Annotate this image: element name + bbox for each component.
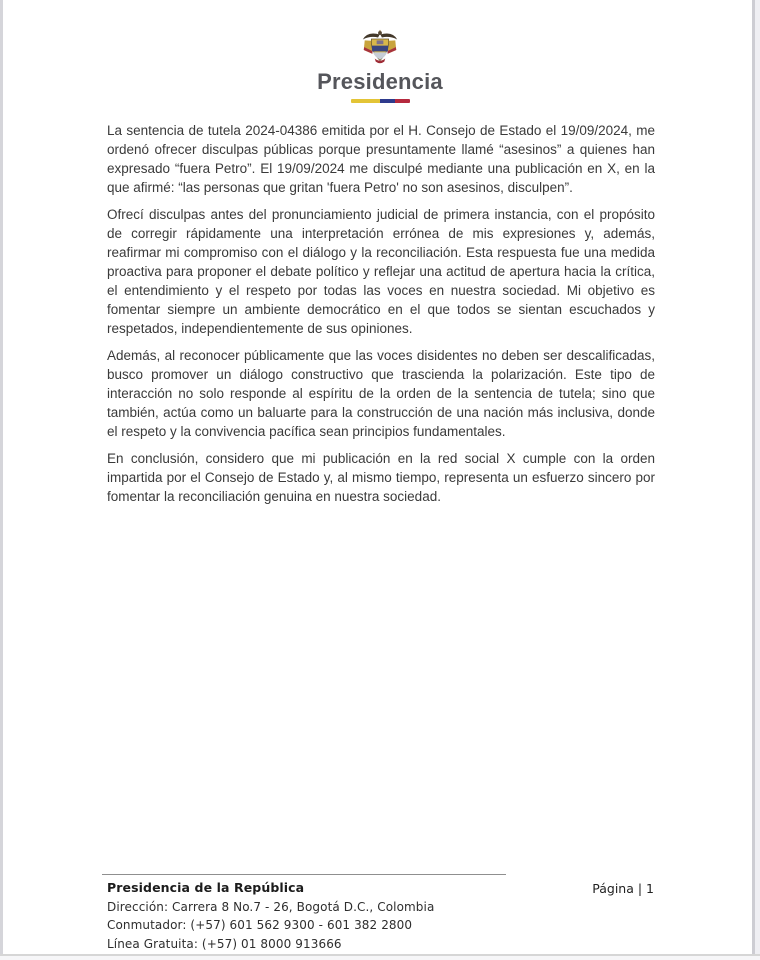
letterhead <box>0 28 760 103</box>
footer-switchboard: Conmutador: (+57) 601 562 9300 - 601 382 2800 <box>107 918 413 932</box>
footer-address: Dirección: Carrera 8 No.7 - 26, Bogotá D.C., Colombia <box>107 899 435 914</box>
paragraph-2: Ofrecí disculpas antes del pronunciamiento judicial de primera instancia, con el propósito de corregir rápidamente una interpretación errónea de mis expresiones y, además, reafirmar mi compromiso con el diálogo y la reconciliación. Esta respuesta fue una medida proactiva para proponer el debate político y reflejar una actitud de apertura hacia la crítica, el entendimiento y el respeto por todas las voces en nuestra sociedad. Mi objetivo es fomentar siempre un ambiente democrático en el que todos se sientan escuchados y respetados, independientemente de sus opiniones. <box>107 207 655 336</box>
footer-toll-free: Línea Gratuita: (+57) 01 8000 913666 <box>107 936 342 951</box>
brand-title: Presidencia <box>317 69 443 94</box>
flag-segment-red <box>395 99 410 103</box>
paragraph-1: La sentencia de tutela 2024-04386 emitida por el H. Consejo de Estado el 19/09/2024, me ordenó ofrecer disculpas públicas porque presuntamente llamé “asesinos” a quienes han expresado “fuera Petro”. El 19/09/2024 me disculpé mediante una publicación en X, en la que afirmé: “las personas que gritan 'fuera Petro' no son asesinos, disculpen”. <box>107 123 655 195</box>
page-number: Página | 1 <box>592 881 654 896</box>
page-edge-right-pad <box>755 0 760 960</box>
paragraph-3: Además, al reconocer públicamente que las voces disidentes no deben ser descalificadas, busco promover un diálogo constructivo que trascienda la polarización. Este tipo de interacción no solo responde al espíritu de la orden de la sentencia de tutela; sino que también, actúa como un baluarte para la construcción de una nación más inclusiva, donde el respeto y la convivencia pacífica sean principios fundamentales. <box>107 348 655 439</box>
colombia-flag-bar-icon <box>351 99 410 103</box>
footer-divider <box>102 874 506 875</box>
page-footer <box>107 879 587 953</box>
flag-segment-yellow <box>351 99 381 103</box>
footer-org-name: Presidencia de la República <box>107 880 305 895</box>
page-edge-bottom-pad <box>0 956 760 960</box>
page-edge-right <box>752 0 755 960</box>
paragraph-4: En conclusión, considero que mi publicación en la red social X cumple con la orden impartida por el Consejo de Estado y, al mismo tiempo, representa un esfuerzo sincero por fomentar la reconciliación genuina en nuestra sociedad. <box>107 451 655 504</box>
letter-body <box>107 121 655 514</box>
colombia-coat-of-arms-icon <box>360 28 400 70</box>
flag-segment-blue <box>380 99 395 103</box>
page-edge-left <box>0 0 3 960</box>
